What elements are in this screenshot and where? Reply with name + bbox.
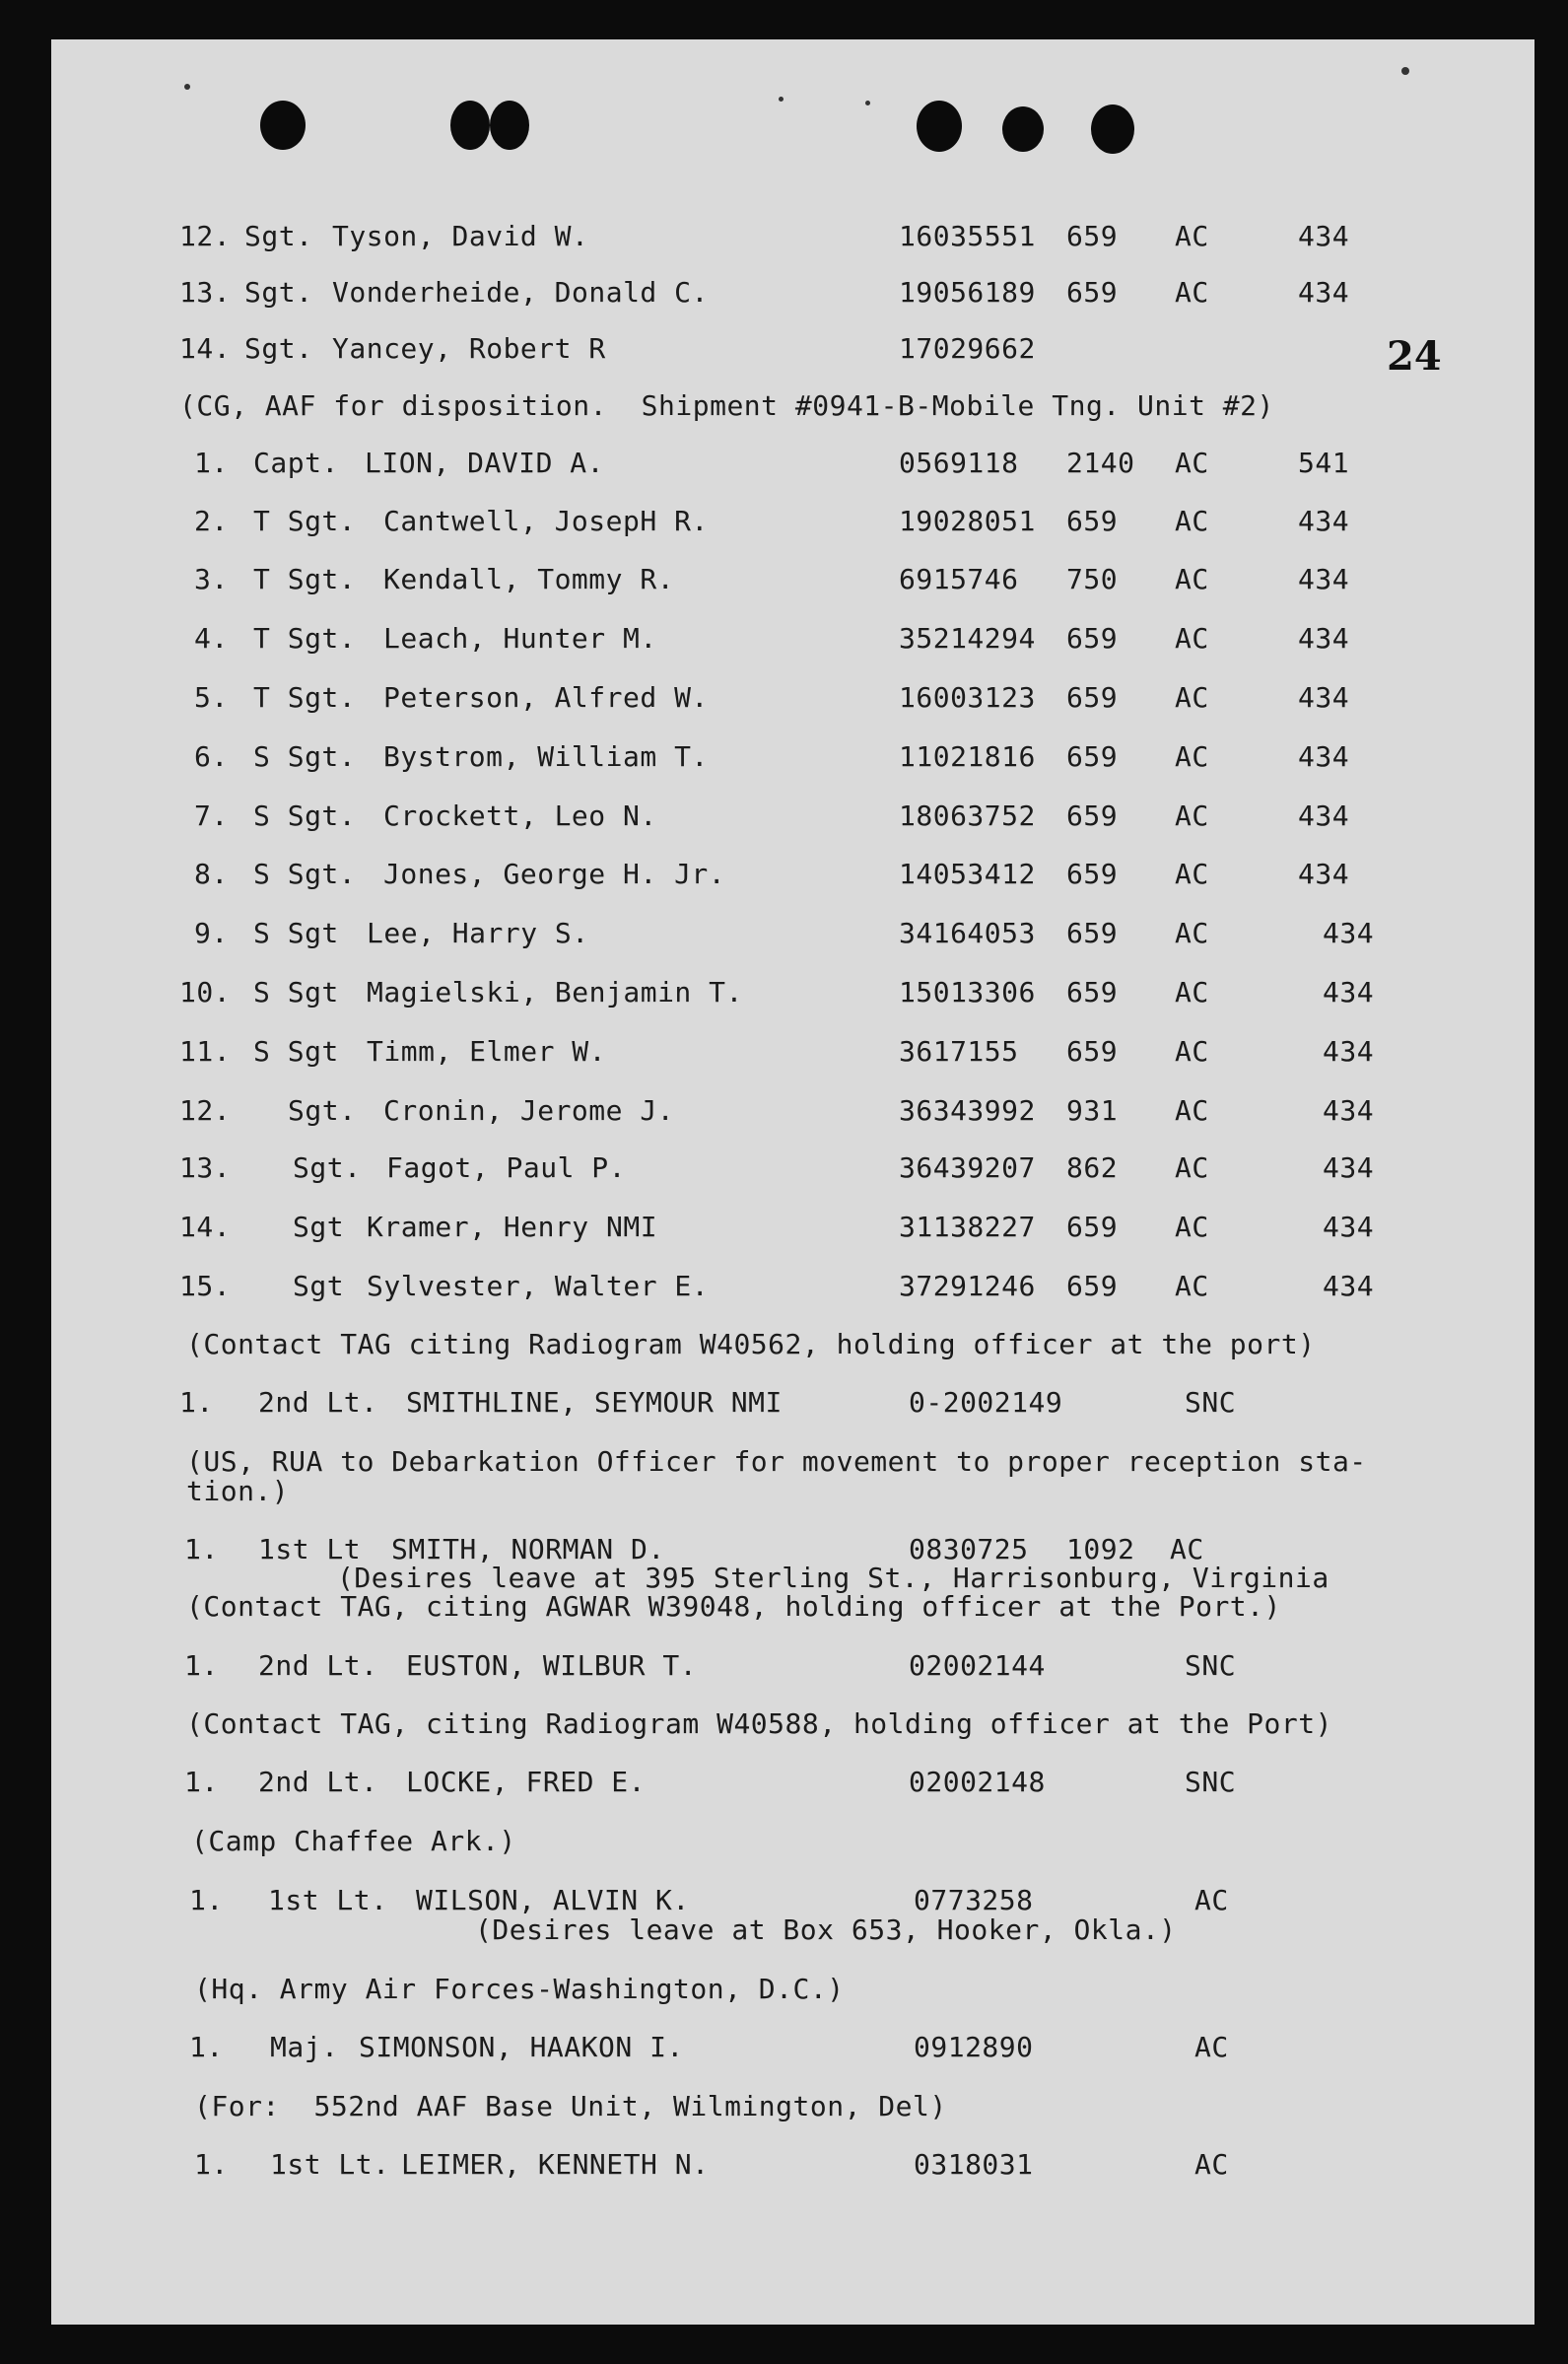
speck — [779, 97, 784, 102]
speck — [1401, 67, 1409, 75]
section-note: (Contact TAG, citing AGWAR W39048, holding officer at the Port.) — [186, 1590, 1281, 1623]
punch-hole — [1002, 106, 1044, 152]
page-number: 24 — [1387, 333, 1442, 380]
table-row: 1. 1st Lt. LEIMER, KENNETH N. 0318031 AC — [194, 2148, 1229, 2181]
section-note: (CG, AAF for disposition. Shipment #0941-B-Mobile Tng. Unit #2) — [179, 389, 1274, 422]
section-note: tion.) — [186, 1475, 290, 1507]
table-row: 14. Sgt Kramer, Henry NMI 31138227 659 AC 434 — [179, 1211, 1375, 1243]
table-row: 4. T Sgt. Leach, Hunter M. 35214294 659 AC 434 — [194, 622, 1350, 655]
leave-note: (Desires leave at 395 Sterling St., Harrisonburg, Virginia — [337, 1562, 1329, 1594]
section-note: (Contact TAG citing Radiogram W40562, holding officer at the port) — [186, 1328, 1316, 1360]
section-note: (Hq. Army Air Forces-Washington, D.C.) — [194, 1973, 845, 2005]
speck — [184, 84, 190, 90]
speck — [865, 101, 870, 105]
section-note: (For: 552nd AAF Base Unit, Wilmington, Del) — [194, 2090, 947, 2122]
table-row: 5. T Sgt. Peterson, Alfred W. 16003123 659 AC 434 — [194, 681, 1350, 714]
table-row: 7. S Sgt. Crockett, Leo N. 18063752 659 AC 434 — [194, 800, 1350, 832]
table-row: 1. 1st Lt. WILSON, ALVIN K. 0773258 AC — [189, 1884, 1229, 1916]
section-note: (US, RUA to Debarkation Officer for movement to proper reception sta- — [186, 1445, 1367, 1478]
table-row: 15. Sgt Sylvester, Walter E. 37291246 659 AC 434 — [179, 1270, 1375, 1302]
table-row: 12. Sgt. Tyson, David W. 16035551 659 AC 434 — [179, 220, 1350, 252]
table-row: 13. Sgt. Vonderheide, Donald C. 19056189 659 AC 434 — [179, 276, 1350, 309]
table-row: 9. S Sgt Lee, Harry S. 34164053 659 AC 434 — [194, 917, 1375, 949]
table-row: 13. Sgt. Fagot, Paul P. 36439207 862 AC 434 — [179, 1151, 1375, 1184]
table-row: 1. 2nd Lt. EUSTON, WILBUR T. 02002144 SNC — [184, 1649, 1237, 1682]
table-row: 1. 2nd Lt. LOCKE, FRED E. 02002148 SNC — [184, 1766, 1237, 1798]
document-page — [51, 39, 1534, 2325]
punch-hole — [490, 101, 529, 150]
table-row: 1. 2nd Lt. SMITHLINE, SEYMOUR NMI 0-2002149 SNC — [179, 1386, 1237, 1419]
table-row: 3. T Sgt. Kendall, Tommy R. 6915746 750 AC 434 — [194, 563, 1350, 595]
table-row: 14. Sgt. Yancey, Robert R 17029662 — [179, 332, 1036, 365]
table-row: 1. Maj. SIMONSON, HAAKON I. 0912890 AC — [189, 2031, 1229, 2063]
table-row: 12. Sgt. Cronin, Jerome J. 36343992 931 AC 434 — [179, 1094, 1375, 1127]
table-row: 8. S Sgt. Jones, George H. Jr. 14053412 659 AC 434 — [194, 858, 1350, 890]
section-note: (Contact TAG, citing Radiogram W40588, holding officer at the Port) — [186, 1707, 1332, 1740]
table-row: 11. S Sgt Timm, Elmer W. 3617155 659 AC 434 — [179, 1035, 1375, 1068]
punch-hole — [260, 101, 306, 150]
table-row: 1. Capt. LION, DAVID A. 0569118 2140 AC 541 — [194, 447, 1350, 479]
punch-hole — [917, 101, 962, 152]
section-note: (Camp Chaffee Ark.) — [191, 1825, 516, 1857]
punch-hole — [1091, 104, 1134, 154]
table-row: 10. S Sgt Magielski, Benjamin T. 15013306 659 AC 434 — [179, 976, 1375, 1008]
punch-hole — [450, 101, 490, 150]
leave-note: (Desires leave at Box 653, Hooker, Okla.) — [475, 1913, 1177, 1946]
table-row: 1. 1st Lt SMITH, NORMAN D. 0830725 1092 AC — [184, 1533, 1204, 1565]
table-row: 6. S Sgt. Bystrom, William T. 11021816 659 AC 434 — [194, 740, 1350, 773]
table-row: 2. T Sgt. Cantwell, JosepH R. 19028051 659 AC 434 — [194, 505, 1350, 537]
